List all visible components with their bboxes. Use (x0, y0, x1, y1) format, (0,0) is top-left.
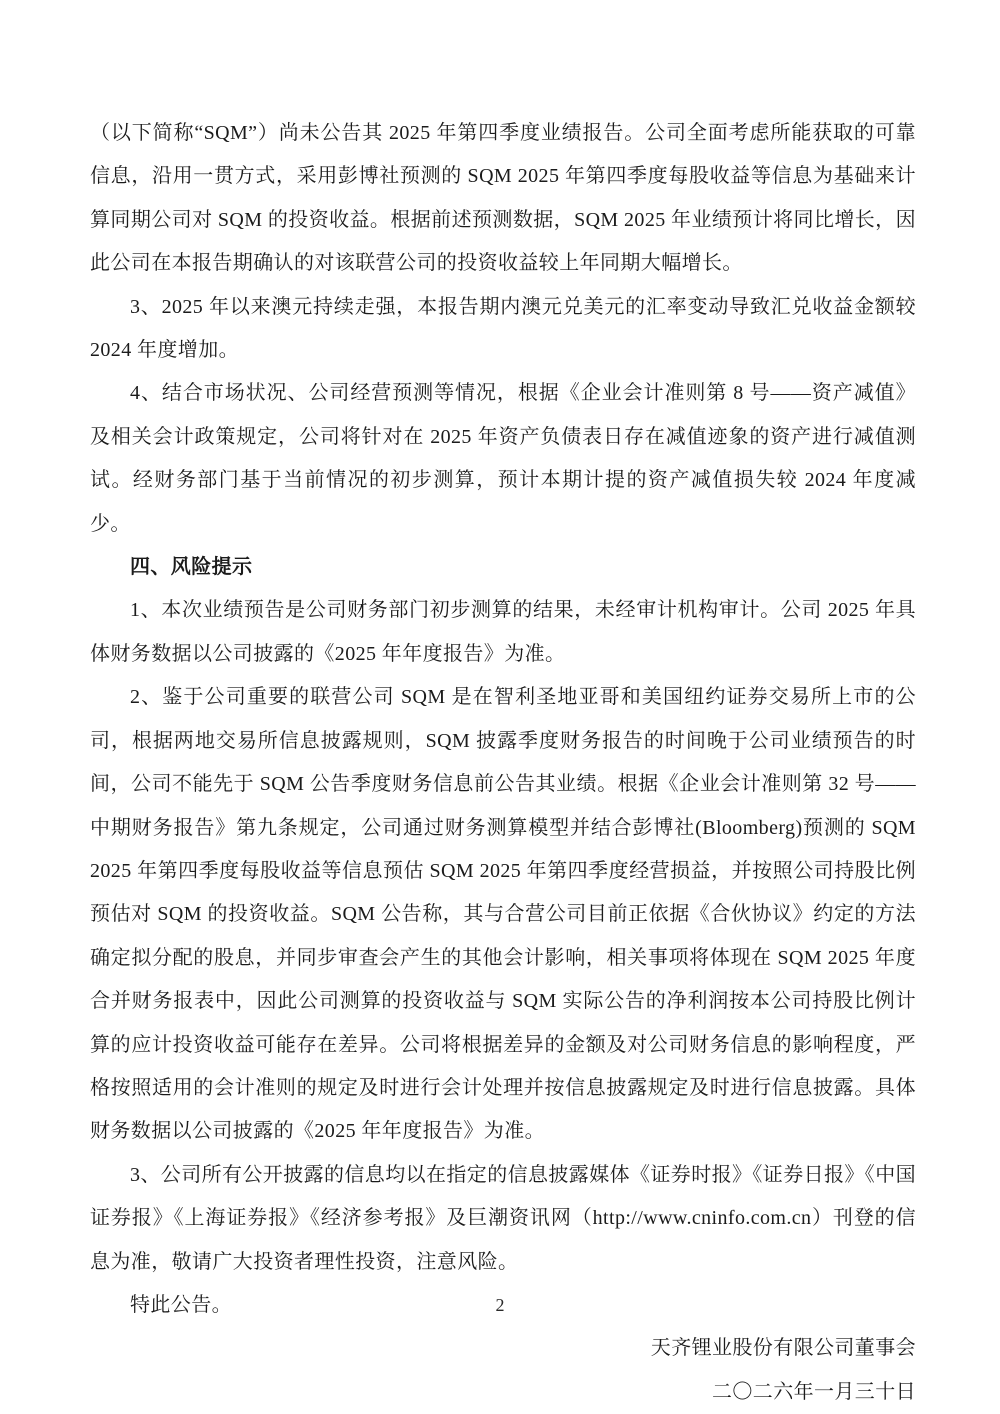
paragraph-sqm-continuation: （以下简称“SQM”）尚未公告其 2025 年第四季度业绩报告。公司全面考虑所能获取的可靠信息，沿用一贯方式，采用彭博社预测的 SQM 2025 年第四季度每股收益等信息为基础来计算同期公司对 SQM 的投资收益。根据前述预测数据，SQM 2025 年业绩预计将同比增长，因此公司在本报告期确认的对该联营公司的投资收益较上年同期大幅增长。 (90, 122, 916, 275)
signature-block (90, 1327, 916, 1414)
paragraph-risk-1: 1、本次业绩预告是公司财务部门初步测算的结果，未经审计机构审计。公司 2025 年具体财务数据以公司披露的《2025 年年度报告》为准。 (90, 599, 916, 665)
paragraph-closing: 特此公告。 (130, 1293, 232, 1316)
document-body (90, 112, 916, 1414)
section-heading-risk-notice: 四、风险提示 (130, 556, 253, 579)
page-footer (0, 1295, 1000, 1316)
page-number: 2 (495, 1295, 505, 1315)
paragraph-reason-4: 4、结合市场状况、公司经营预测等情况，根据《企业会计准则第 8 号——资产减值》及相关会计政策规定，公司将针对在 2025 年资产负债表日存在减值迹象的资产进行减值测试。经财务部门基于当前情况的初步测算，预计本期计提的资产减值损失较 2024 年度减少。 (90, 382, 916, 535)
paragraph-reason-3: 3、2025 年以来澳元持续走强，本报告期内澳元兑美元的汇率变动导致汇兑收益金额较 2024 年度增加。 (90, 295, 916, 362)
signature-date: 二〇二六年一月三十日 (712, 1380, 916, 1403)
signature-company: 天齐锂业股份有限公司董事会 (650, 1337, 916, 1360)
paragraph-risk-2: 2、鉴于公司重要的联营公司 SQM 是在智利圣地亚哥和美国纽约证券交易所上市的公司，根据两地交易所信息披露规则，SQM 披露季度财务报告的时间晚于公司业绩预告的时间，公司不能先于 SQM 公告季度财务信息前公告其业绩。根据《企业会计准则第 32 号——中期财务报告》第九条规定，公司通过财务测算模型并结合彭博社(Bloomberg)预测的 SQM 2025 年第四季度每股收益等信息预估 SQM 2025 年第四季度经营损益，并按照公司持股比例预估对 SQM 的投资收益。SQM 公告称，其与合营公司目前正依据《合伙协议》约定的方法确定拟分配的股息，并同步审查会产生的其他会计影响，相关事项将体现在 SQM 2025 年度合并财务报表中，因此公司测算的投资收益与 SQM 实际公告的净利润按本公司持股比例计算的应计投资收益可能存在差异。公司将根据差异的金额及对公司财务信息的影响程度，严格按照适用的会计准则的规定及时进行会计处理并按信息披露规定及时进行信息披露。具体财务数据以公司披露的《2025 年年度报告》为准。 (90, 686, 916, 1143)
paragraph-risk-3: 3、公司所有公开披露的信息均以在指定的信息披露媒体《证券时报》《证券日报》《中国证券报》《上海证券报》《经济参考报》及巨潮资讯网（http://www.cninfo.com.cn）刊登的信息为准，敬请广大投资者理性投资，注意风险。 (90, 1163, 916, 1273)
